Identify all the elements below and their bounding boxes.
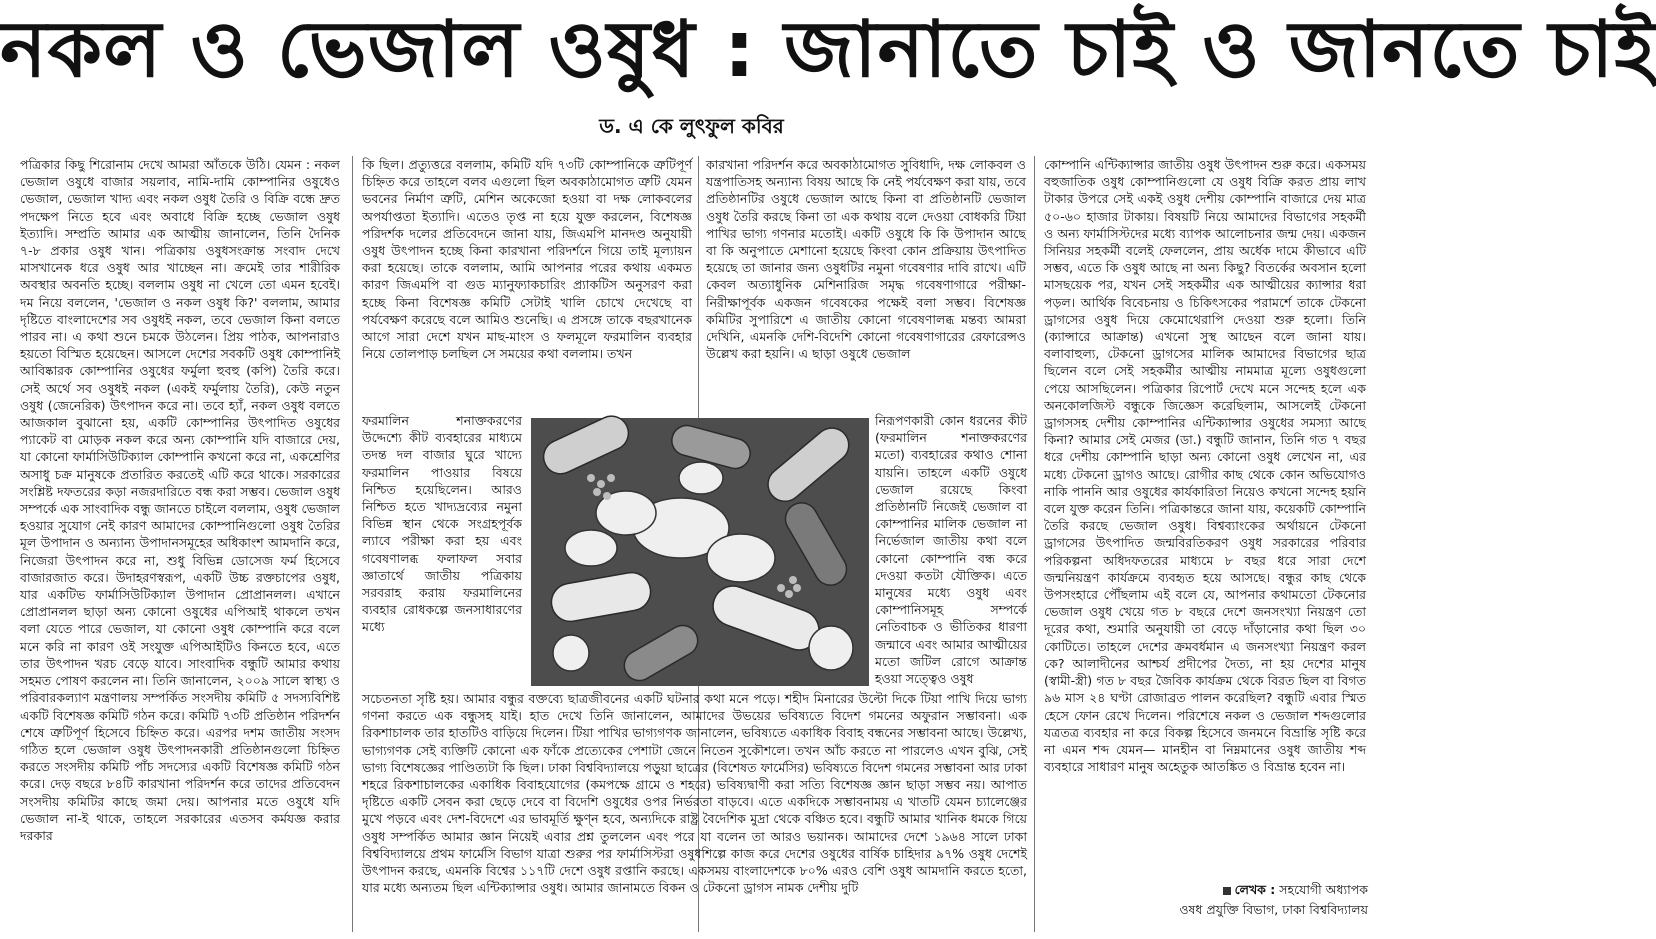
column-4 <box>1044 156 1366 898</box>
column-3-right-of-photo <box>875 412 1027 690</box>
column-rule <box>1034 156 1035 932</box>
column-2-left-of-photo <box>362 412 522 690</box>
column-2-top <box>362 156 692 412</box>
headline: নকল ও ভেজাল ওষুধ : জানাতে চাই ও জানতে চাই <box>0 5 1656 95</box>
column-1 <box>20 156 340 932</box>
column-1-text: পত্রিকার কিছু শিরোনাম দেখে আমরা আঁতকে উঠি। যেমন : নকল ভেজাল ওষুধে বাজার সয়লাব, নামি-দামি কোম্পানির ওষুধেও ভেজাল, ভেজাল খাদ্য এবং নকল ওষুধ তৈরি ও বিক্রি বন্ধে দ্রুত পদক্ষেপ নিতে হবে এবং অবাধে বিক্রি হচ্ছে ভেজাল ওষুধ ইত্যাদি। সম্প্রতি আমার এক আত্মীয় জানালেন, তিনি দৈনিক ৭-৮ প্রকার ওষুধ খান। পত্রিকায় ওষুধসংক্রান্ত সংবাদ দেখে মাসখানেক ধরে ওষুধ আর খাচ্ছেন না। ক্রমেই তার শারীরিক অবস্থার অবনতি হচ্ছে। বললাম ওষুধ না খেলে তো এমন হবেই। দম নিয়ে বললেন, 'ভেজাল ও নকল ওষুধ কি?' বললাম, আমার দৃষ্টিতে বাংলাদেশের সব ওষুধই নকল, তবে ভেজাল কিনা বলতে পারব না। এ কথা শুনে চমকে উঠলেন। প্রিয় পাঠক, আপনারাও হয়তো বিস্মিত হয়েছেন। আসলে দেশের সবকটি ওষুধ কোম্পানিই আবিষ্কারক কোম্পানির ওষুধের ফর্মুলা হুবহু (কপি) তৈরি করে। সেই অর্থে সব ওষুধই নকল (একই ফর্মুলায় তৈরি), কেউ নতুন ওষুধ (জেনেরিক) উৎপাদন করে না। তবে হ্যাঁ, নকল ওষুধ বলতে আজকাল বুঝানো হয়, একটি কোম্পানির উৎপাদিত ওষুধের প্যাকেট বা মোড়ক নকল করে অন্য কোম্পানি যদি বাজারে দেয়, যা কোনো ফার্মাসিউটিক্যাল কোম্পানি কখনো করে না, একশ্রেণির অসাধু চক্র মানুষকে প্রতারিত করতেই এটি করে থাকে। সরকারের সংশ্লিষ্ট দফতরের কড়া নজরদারিতে বন্ধ করা সম্ভব। ভেজাল ওষুধ সম্পর্কে এক সাংবাদিক বন্ধু জানতে চাইলে বললাম, ওষুধ ভেজাল হওয়ার সুযোগ নেই কারণ আমাদের কোম্পানিগুলো ওষুধ তৈরির মূল উপাদান ও অন্যান্য উপাদানসমূহের অধিকাংশ আমদানি করে, নিজেরা উৎপাদন করে না, শুধু বিভিন্ন ডোসেজ ফর্ম হিসেবে বাজারজাত করে। উদাহরণস্বরূপ, একটি উচ্চ রক্তচাপের ওষুধ, যার একটিভ ফার্মাসিউটিক্যাল উপাদান প্রোপ্রানলল। এখানে প্রোপ্রানলল ছাড়া অন্য কোনো ওষুধের এপিআই থাকলে তখন বলা যেতে পারে ভেজাল, যা কোনো ওষুধ কোম্পানি করে বলে মনে করি না কারণ ওই সংযুক্ত এপিআইটিও কিনতে হবে, এতে তার উৎপাদন খরচ বেড়ে যাবে। সাংবাদিক বন্ধুটি আমার কথায় সহমত পোষণ করলেন না। তিনি জানালেন, ২০০৯ সালে স্বাস্থ্য ও পরিবারকল্যাণ মন্ত্রণালয় সম্পর্কিত সংসদীয় কমিটি ৫ সদস্যবিশিষ্ট একটি বিশেষজ্ঞ কমিটি গঠন করে। কমিটি ৭৩টি প্রতিষ্ঠান পরিদর্শন শেষে ত্রুটিপূর্ণ হিসেবে চিহ্নিত করে। এরপর দশম জাতীয় সংসদ গঠিত হলে ভেজাল ওষুধ উৎপাদনকারী প্রতিষ্ঠানগুলো চিহ্নিত করতে সংসদীয় কমিটি পাঁচ সদস্যের একটি বিশেষজ্ঞ কমিটি গঠন করে। দেড় বছরে ৮৪টি কারখানা পরিদর্শন করে তাদের প্রতিবেদন সংসদীয় কমিটির কাছে জমা দেয়। আপনার মতে ওষুধে যদি ভেজাল না-ই থাকে, তাহলে সরকারের এতসব কর্মযজ্ঞ করার দরকার <box>20 157 340 843</box>
author-credit-line-1 <box>1100 880 1368 900</box>
column-3-top-text: কারখানা পরিদর্শন করে অবকাঠামোগত সুবিধাদি, দক্ষ লোকবল ও যন্ত্রপাতিসহ অন্যান্য বিষয় আছে কি নেই পর্যবেক্ষণ করা যায়, তবে প্রতিষ্ঠানটির ওষুধে ভেজাল আছে কিনা বা প্রতিষ্ঠানটি ভেজাল ওষুধ তৈরি করছে কিনা তা এক কথায় বলে দেওয়া বোধকরি টিয়া পাখির ভাগ্য গণনার মতোই। একটি ওষুধে কি কি উপাদান আছে বা কি অনুপাতে মেশানো হয়েছে কিংবা কোন প্রক্রিয়ায় উৎপাদিত হয়েছে তা জানার জন্য ওষুধটির নমুনা গবেষণার দাবি রাখে। এটি কেবল অত্যাধুনিক মেশিনারিজ সমৃদ্ধ গবেষণাগারে পরীক্ষা-নিরীক্ষাপূর্বক একজন গবেষকের পক্ষেই বলা সম্ভব। বিশেষজ্ঞ কমিটির সুপারিশে এ জাতীয় কোনো গবেষণালব্ধ মন্তব্য আমরা দেখিনি, এমনকি দেশি-বিদেশি কোনো গবেষণাগারের রেফারেন্সও উল্লেখ করা হয়নি। এ ছাড়া ওষুধে ভেজাল <box>706 157 1026 362</box>
column-rule <box>352 156 353 932</box>
column-2-left-text: ফরমালিন শনাক্তকরণের উদ্দেশ্যে কীট ব্যবহারের মাধ্যমে তদন্ত দল বাজার ঘুরে খাদ্যে ফরমালিন পাওয়ার বিষয়ে নিশ্চিত হয়েছিলেন। আরও নিশ্চিত হতে খাদ্যদ্রব্যের নমুনা বিভিন্ন স্থান থেকে সংগ্রহপূর্বক ল্যাবে পরীক্ষা করা হয় এবং গবেষণালব্ধ ফলাফল সবার জ্ঞাতার্থে জাতীয় পত্রিকায় সরবরাহ করায় ফরমালিনের ব্যবহার রোধকল্পে জনসাধারণের মধ্যে <box>362 413 522 635</box>
author-credit <box>1100 880 1368 930</box>
column-3-top <box>706 156 1026 388</box>
byline: ড. এ কে লুৎফুল কবির <box>599 114 784 138</box>
column-4-text: কোম্পানি এন্টিক্যান্সার জাতীয় ওষুধ উৎপাদন শুরু করে। একসময় বহুজাতিক ওষুধ কোম্পানিগুলো যে ওষুধ বিক্রি করত প্রায় লাখ টাকার উপরে সেই একই ওষুধ দেশীয় কোম্পানি বাজারে দেয় মাত্র ৫০-৬০ হাজার টাকায়। বিষয়টি নিয়ে আমাদের বিভাগের সহকর্মী ও অন্য ফার্মাসিস্টদের মধ্যে ব্যাপক আলোচনার জন্ম দেয়। একজন সিনিয়র সহকর্মী বলেই ফেললেন, প্রায় অর্ধেক দামে কীভাবে এটি সম্ভব, এতে কি ওষুধ আছে না অন্য কিছু? বিতর্কের অবসান হলো মাসছয়েক পর, যখন সেই সহকর্মীর এক আত্মীয়ের ক্যান্সার ধরা পড়ল। আর্থিক বিবেচনায় ও চিকিৎসকের পরামর্শে তাকে টেকনো ড্রাগসের ওষুধ দিয়ে কেমোথেরাপি দেওয়া শুরু হলো। তিনি (ক্যান্সারে আক্রান্ত) এখনো সুস্থ আছেন বলে জানা যায়। বলাবাহুল্য, টেকনো ড্রাগসের মালিক আমাদের বিভাগের ছাত্র ছিলেন বলে সেই সহকর্মীর আত্মীয় নামমাত্র মূল্যে ওষুধগুলো পেয়ে আসছিলেন। পত্রিকার রিপোর্ট দেখে মনে সন্দেহ হলে এক অনকোলজিস্ট বন্ধুকে জিজ্ঞেস করেছিলাম, আসলেই টেকনো ড্রাগসসহ দেশীয় কোম্পানির এন্টিক্যান্সার ওষুধের সমস্যা আছে কিনা? আমার সেই মেজর (ডা.) বন্ধুটি জানান, তিনি গত ৭ বছর ধরে দেশীয় কোম্পানি ছাড়া অন্য কোনো ওষুধ লেখেন না, এর মধ্যে টেকনো ড্রাগও আছে। রোগীর কাছ থেকে কোন অভিযোগও নাকি পাননি আর ওষুধের কার্যকারিতা নিয়েও কখনো সন্দেহ হয়নি বলে যুক্ত করেন তিনি। পত্রিকান্তরে জানা যায়, কয়েকটি কোম্পানি তৈরি করছে ভেজাল ওষুধ। বিশ্বব্যাংকের অর্থায়নে টেকনো ড্রাগসের উৎপাদিত জন্মবিরতিকরণ ওষুধ সরকারের পরিবার পরিকল্পনা অধিদফতরের মাধ্যমে ৮ বছর ধরে সারা দেশে জন্মনিয়ন্ত্রণ কার্যক্রমে ব্যবহৃত হয়ে আসছে। বন্ধুর কাছ থেকে উপসংহারে পৌঁছলাম এই বলে যে, আপনার কথামতো টেকনোর ভেজাল ওষুধ খেয়ে গত ৮ বছরে দেশে জনসংখ্যা নিয়ন্ত্রণ তো দূরের কথা, শুমারি অনুযায়ী তা বেড়ে দাঁড়ানোর কথা ছিল ৩০ কোটিতে। তাহলে দেশের ক্রমবর্ধমান এ জনসংখ্যা নিয়ন্ত্রণ করল কে? আলাদীনের আশ্চর্য প্রদীপের দৈত্য, না হয় দেশের মানুষ (স্বামী-স্ত্রী) গত ৮ বছর জৈবিক কার্যক্রম থেকে বিরত ছিল বা বিগত ৯৬ মাস ২৪ ঘণ্টা রোজাব্রত পালন করেছিল? বন্ধুটি এবার স্মিত হেসে ফোন রেখে দিলেন। পরিশেষে নকল ও ভেজাল শব্দগুলোর যত্রতত্র ব্যবহার না করে বিকল্প হিসেবে জনমনে বিভ্রান্তি সৃষ্টি করে না এমন শব্দ যেমন— মানহীন বা নিম্নমানের ওষুধ জাতীয় শব্দ ব্যবহারে সাধারণ মানুষ অহেতুক আতঙ্কিত ও বিভ্রান্ত হবেন না। <box>1044 157 1366 775</box>
columns-2-3-bottom-text: সচেতনতা সৃষ্টি হয়। আমার বন্ধুর বক্তব্যে ছাত্রজীবনের একটি ঘটনার কথা মনে পড়ে। শহীদ মিনারের উল্টো দিকে টিয়া পাখি দিয়ে ভাগ্য গণনা করতে এক বন্ধুসহ যাই। হাত দেখে তিনি জানালেন, আমাদের উভয়ের ভবিষ্যতে বিদেশ গমনের অফুরান সম্ভাবনা। এক রিকশাচালক তার হাতটিও বাড়িয়ে দিলেন। টিয়া পাখির ভাগ্যগণক জানালেন, ভবিষ্যতে একাধিক বিবাহ বন্ধনের সম্ভাবনা আছে। উল্লেখ্য, ভাগ্যগণক সেই ব্যক্তিটি কোনো এক ফাঁকে প্রত্যেকের পেশাটা জেনে নিতেন সুকৌশলে। তখন আঁচ করতে না পারলেও এখন বুঝি, সেই ভাগ্য বিশেষজ্ঞের পাণ্ডিত্যটা কি ছিল। ঢাকা বিশ্ববিদ্যালয়ে পড়ুয়া ছাত্রের (বিশেষত ফার্মেসির) ভবিষ্যতে বিদেশ গমনের সম্ভাবনা আর ঢাকা শহরে রিকশাচালকের একাধিক বিবাহযোগের (কমপক্ষে গ্রামে ও শহরে) ভবিষ্যদ্বাণী করা সত্যি বিশেষজ্ঞ জ্ঞান ছাড়া সম্ভব নয়। আপাত দৃষ্টিতে একটি সেবন করা ছেড়ে দেবে বা বিদেশি ওষুধের ওপর নির্ভরতা বাড়বে। এতে একদিকে সম্ভাবনাময় এ খাতটি যেমন চ্যালেঞ্জের মুখে পড়বে এবং দেশ-বিদেশে এর ভাবমূর্তি ক্ষুণ্ন হবে, অন্যদিকে রাষ্ট্র বৈদেশিক মুদ্রা থেকে বঞ্চিত হবে। বন্ধুটি আমার খানিক ধমকে গিয়ে ওষুধ সম্পর্কিত আমার জ্ঞান নিয়েই এবার প্রশ্ন তুললেন এবং পরে যা বলেন তা আরও ভয়ানক। আমাদের দেশে ১৯৬৪ সালে ঢাকা বিশ্ববিদ্যালয়ে প্রথম ফার্মেসি বিভাগ যাত্রা শুরুর পর ফার্মাসিস্টরা ওষুধশিল্পে কাজ করে দেশের ওষুধের বার্ষিক চাহিদার ৯৭% ওষুধ দেশেই উৎপাদন করছে, এমনকি বিশ্বের ১১৭টি দেশে ওষুধ রপ্তানি করছে। একসময় বাংলাদেশকে ৮০% এরও বেশি ওষুধ আমদানি করতে হতো, যার মধ্যে অন্যতম ছিল এন্টিক্যান্সার ওষুধ। আমার জানামতে বিকন ও টেকনো ড্রাগস নামক দেশীয় দুটি <box>362 691 1027 896</box>
credit-label: লেখক : <box>1234 882 1276 897</box>
column-3-right-text: নিরূপণকারী কোন ধরনের কীট (ফরমালিন শনাক্তকরণের মতো) ব্যবহারের কথাও শোনা যায়নি। তাহলে একটি ওষুধে ভেজাল রয়েছে কিংবা প্রতিষ্ঠানটি নিজেই ভেজাল বা কোম্পানির মালিক ভেজাল না নির্ভেজাল জাতীয় কথা বলে কোনো কোম্পানি বন্ধ করে দেওয়া কতটা যৌক্তিক। এতে মানুষের মধ্যে ওষুধ এবং কোম্পানিসমূহ সম্পর্কে নেতিবাচক ও ভীতিকর ধারণা জন্মাবে এবং আমার আত্মীয়ের মতো জটিল রোগে আক্রান্ত হওয়া সত্ত্বেও ওষুধ <box>875 413 1027 687</box>
credit-role: সহযোগী অধ্যাপক <box>1279 882 1368 897</box>
pills-illustration <box>531 418 869 686</box>
columns-2-3-bottom <box>362 690 1027 932</box>
column-2-top-text: কি ছিল। প্রত্যুত্তরে বললাম, কমিটি যদি ৭৩টি কোম্পানিকে ত্রুটিপূর্ণ চিহ্নিত করে তাহলে বলব এগুলো ছিল অবকাঠামোগত ত্রুটি যেমন ভবনের নির্মাণ ত্রুটি, মেশিন অকেজো হওয়া বা দক্ষ লোকবলের অপর্যাপ্ততা ইত্যাদি। এতেও তৃপ্ত না হয়ে যুক্ত করলেন, বিশেষজ্ঞ পরিদর্শক দলের প্রতিবেদনে জানা যায়, জিএমপি মানদণ্ড অনুযায়ী ওষুধ উৎপাদন হচ্ছে কিনা কারখানা পরিদর্শনে গিয়ে তাই মূল্যায়ন করা হয়েছে। তাকে বললাম, আমি আপনার পরের কথায় একমত কারণ জিএমপি বা গুড ম্যানুফ্যাকচারিং প্র্যাকটিস অনুসরণ করা হচ্ছে কিনা বিশেষজ্ঞ কমিটি সেটাই খালি চোখে দেখেছে বা পর্যবেক্ষণ করেছে বলে আমিও শুনেছি। এ প্রসঙ্গে তাকে বছরখানেক আগে সারা দেশে যখন মাছ-মাংস ও ফলমূলে ফরমালিন ব্যবহার নিয়ে তোলপাড় চলছিল সে সময়ের কথা বললাম। তখন <box>362 157 692 362</box>
credit-affiliation: ওষধ প্রযুক্তি বিভাগ, ঢাকা বিশ্ববিদ্যালয় <box>1179 902 1368 917</box>
pills-photo <box>531 418 869 686</box>
square-bullet-icon <box>1223 887 1231 895</box>
